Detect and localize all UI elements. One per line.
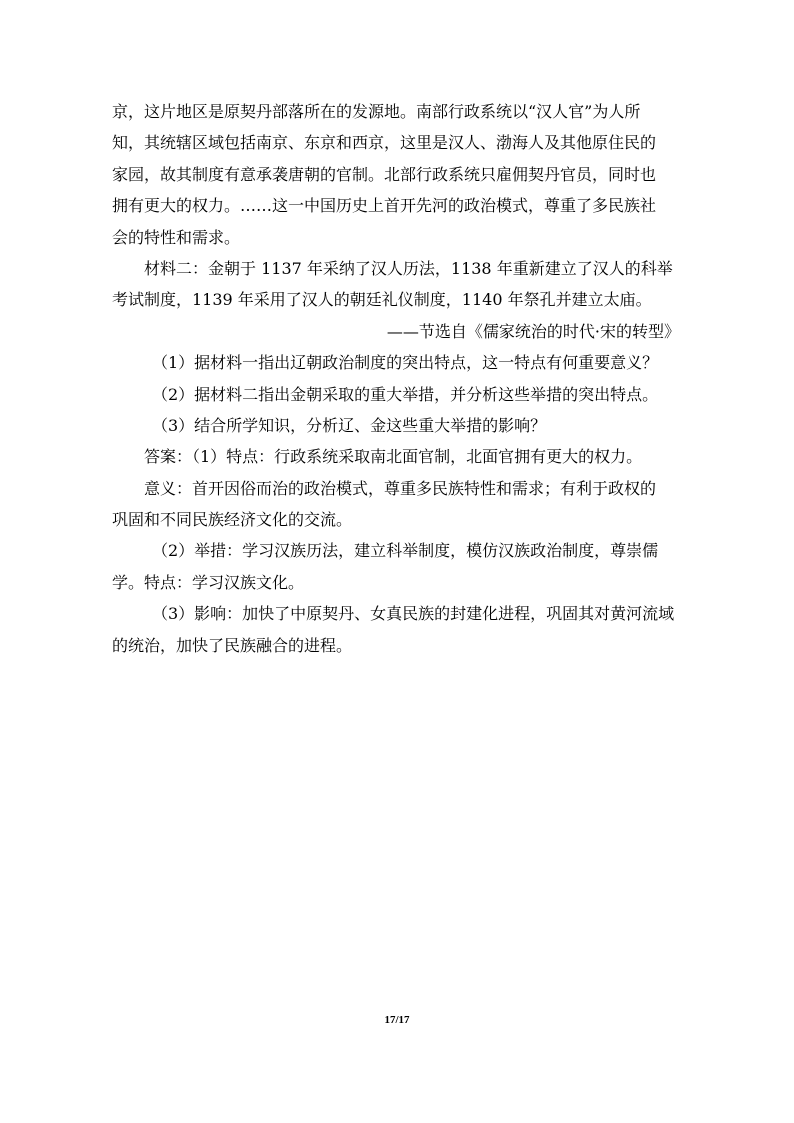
- answer-line: 意义：首开因俗而治的政治模式，尊重多民族特性和需求；有利于政权的: [144, 478, 657, 498]
- material-two-line: 考试制度，1139 年采用了汉人的朝廷礼仪制度，1140 年祭孔并建立太庙。: [112, 290, 652, 310]
- paragraph-line: 拥有更大的权力。……这一中国历史上首开先河的政治模式，尊重了多民族社: [112, 196, 657, 216]
- paragraph-line: 京，这片地区是原契丹部落所在的发源地。南部行政系统以“汉人官”为人所: [112, 102, 641, 121]
- answer-line: 巩固和不同民族经济文化的交流。: [112, 510, 353, 530]
- answer-line: 的统治，加快了民族融合的进程。: [112, 635, 353, 655]
- answer-line: （3）影响：加快了中原契丹、女真民族的封建化进程，巩固其对黄河流域: [152, 604, 675, 624]
- material-two-line: 材料二：金朝于 1137 年采纳了汉人历法，1138 年重新建立了汉人的科举: [144, 258, 673, 278]
- question-3: （3）结合所学知识，分析辽、金这些重大举措的影响？: [152, 415, 547, 435]
- document-body: [112, 96, 682, 661]
- question-2: （2）据材料二指出金朝采取的重大举措，并分析这些举措的突出特点。: [152, 384, 659, 404]
- paragraph-line: 会的特性和需求。: [112, 227, 241, 247]
- paragraph-line: 知，其统辖区域包括南京、东京和西京，这里是汉人、渤海人及其他原住民的: [112, 133, 657, 153]
- answer-line: 学。特点：学习汉族文化。: [112, 572, 305, 592]
- answer-line: （2）举措：学习汉族历法，建立科举制度，模仿汉族政治制度，尊崇儒: [152, 541, 659, 561]
- answer-line: 答案：（1）特点：行政系统采取南北面官制，北面官拥有更大的权力。: [144, 447, 643, 467]
- question-1: （1）据材料一指出辽朝政治制度的突出特点，这一特点有何重要意义？: [152, 353, 659, 373]
- paragraph-line: 家园，故其制度有意承袭唐朝的官制。北部行政系统只雇佣契丹官员，同时也: [112, 164, 657, 184]
- source-citation: ——节选自《儒家统治的时代·宋的转型》: [386, 321, 680, 341]
- page-number: 17/17: [384, 1014, 410, 1026]
